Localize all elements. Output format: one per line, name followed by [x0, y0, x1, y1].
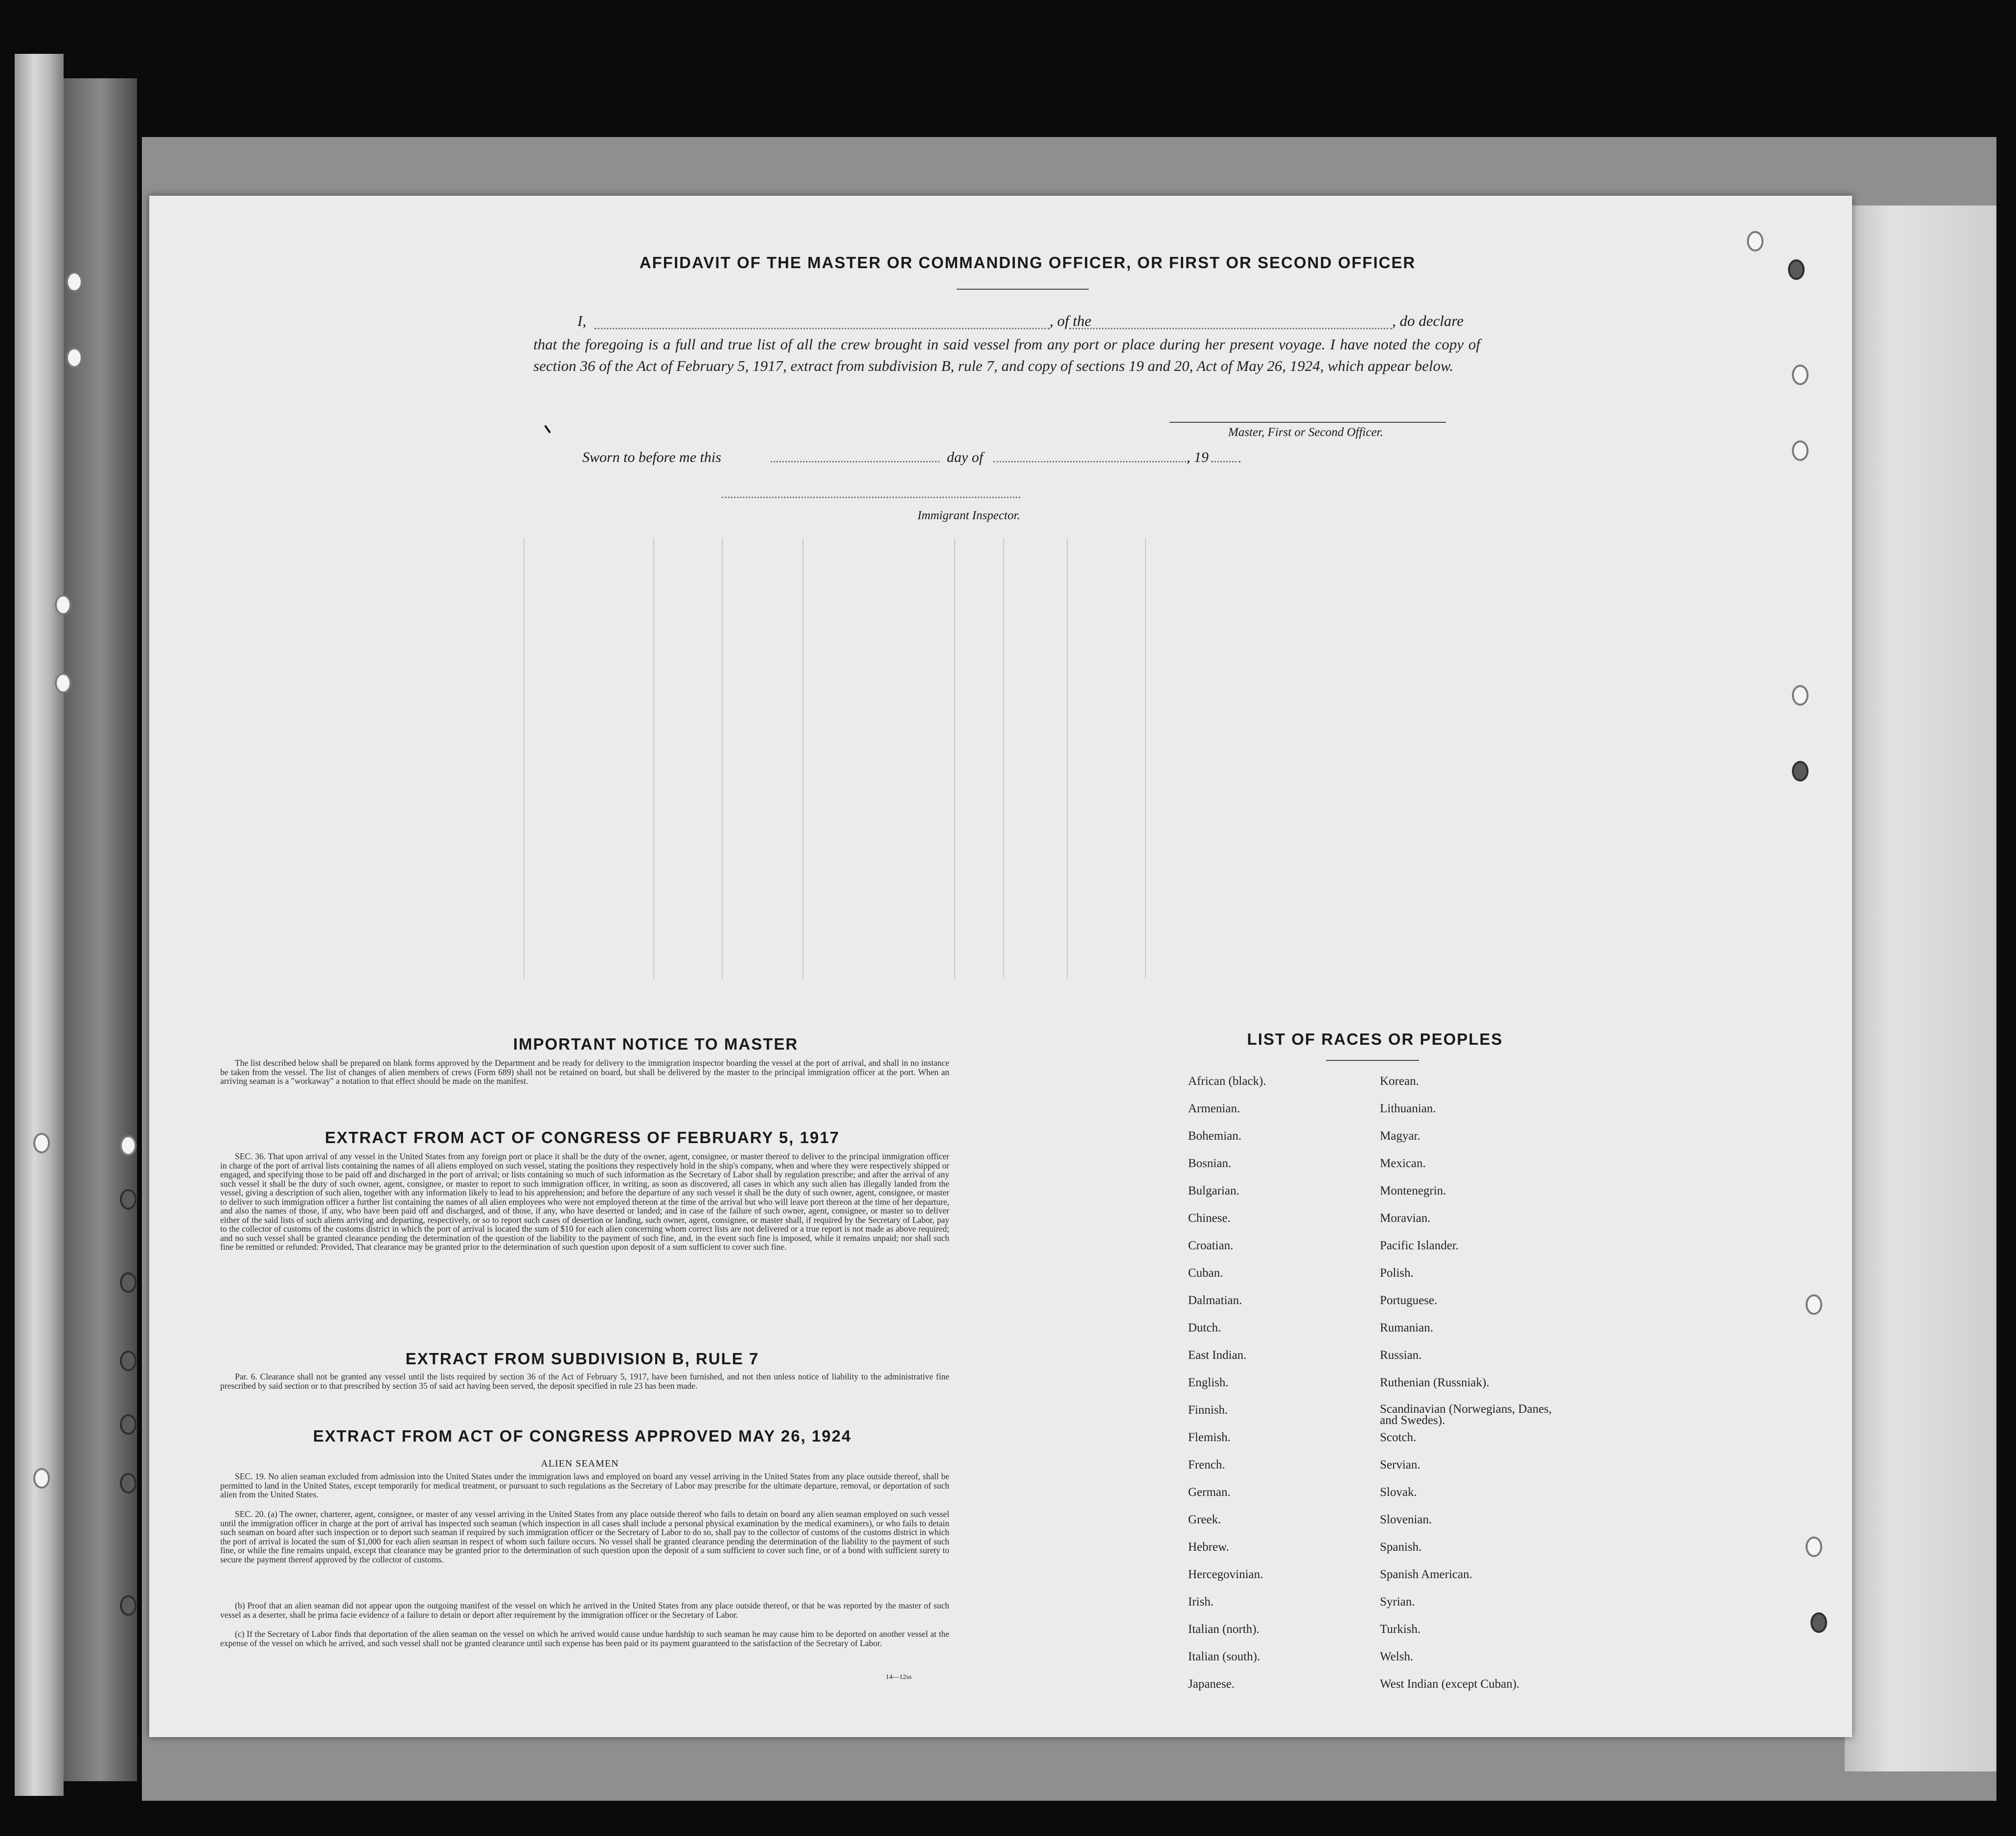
race-item: Moravian.	[1380, 1212, 1431, 1225]
race-item: Armenian.	[1188, 1102, 1240, 1115]
signature-label: Master, First or Second Officer.	[1228, 426, 1383, 439]
inspector-signature-line[interactable]	[722, 497, 1020, 498]
binder-strip	[15, 54, 64, 1796]
race-item: Syrian.	[1380, 1595, 1415, 1608]
sworn-prefix: Sworn to before me this	[582, 449, 721, 465]
extract-rule7-title: EXTRACT FROM SUBDIVISION B, RULE 7	[405, 1350, 759, 1368]
binder-hole	[55, 673, 71, 693]
extract-1924-title: EXTRACT FROM ACT OF CONGRESS APPROVED MAY 26, 1924	[313, 1427, 852, 1445]
race-item: German.	[1188, 1486, 1231, 1499]
affidavit-title: AFFIDAVIT OF THE MASTER OR COMMANDING OFFICER, OR FIRST OR SECOND OFFICER	[639, 253, 1416, 272]
extract-1924-sec20c: (c) If the Secretary of Labor finds that deportation of the alien seaman on the vessel on which he arrived would cause undue hardship to such seaman he may cause him to be deported on another vessel at the expense of the vessel on which he arrived, and such vessel shall not be granted clearance until such expense has been paid or its payment guaranteed to the satisfaction of the Secretary of Labor.	[220, 1629, 949, 1648]
race-item: Spanish American.	[1380, 1568, 1472, 1581]
extract-1924-sec20b: (b) Proof that an alien seaman did not appear upon the outgoing manifest of the vessel on which he arrived in the United States from any place outside thereof, or that he was reported by the master of such vessel as a deserter, shall be prima facie evidence of a failure to detain or deport after requirement by the immigration officer or the Secretary of Labor.	[220, 1601, 949, 1620]
alien-seamen-subtitle: ALIEN SEAMEN	[541, 1458, 619, 1469]
race-item: Magyar.	[1380, 1129, 1420, 1143]
extract-1924-sec20a: SEC. 20. (a) The owner, charterer, agent, consignee, or master of any vessel arriving in the United States from any place outside thereof who fails to detain on board any alien seaman employed on such vessel until the immigration officer in charge at the port of arrival has inspected such seaman (which inspection in all cases shall include a personal physical examination by the medical examiners), or who fails to detain such seaman on board after such inspection or to deport such seaman if required by such immigration officer or the Secretary of Labor to do so, shall pay to the collector of customs of the customs district in which the port of arrival is located the sum of $1,000 for each alien seaman in respect of whom such failure occurs. No vessel shall be granted clearance pending the determination of the liability to the payment of such fine, or while the fine remains unpaid, except that clearance may be granted prior to the determination of such question upon the deposit of a sum sufficient to cover such fine, or of a bond with sufficient surety to secure the payment thereof approved by the collector of customs.	[220, 1509, 949, 1564]
race-item: Rumanian.	[1380, 1321, 1434, 1334]
form-number: 14—12ss	[886, 1674, 912, 1681]
race-item: Italian (north).	[1188, 1623, 1260, 1636]
punch-hole	[120, 1189, 137, 1210]
extract-1917-text: SEC. 36. That upon arrival of any vessel in the United States from any foreign port or place it shall be the duty of the owner, agent, consignee, or master thereof to deliver to the principal immigration officer in charge of the port of arrival lists containing the names of all aliens employed on such vessel, stating the positions they respectively hold in the ship's company, when and where they were respectively shipped or engaged, and specifying those to be paid off and discharged in the port of arrival; or lists containing so much of such information as the Secretary of Labor shall by regulation prescribe; and after the arrival of any such vessel it shall be the duty of such owner, agent, consignee, or master to report to such immigration officer, in writing, as soon as discovered, all cases in which any such alien has illegally landed from the vessel, giving a description of such alien, together with any information likely to lead to his apprehension; and before the departure of any such vessel it shall be the duty of such owner, agent, consignee, or master to deliver to such immigration officer a further list containing the names of all alien employees who were not employed thereon at the time of the arrival but who will leave port thereon at the time of her departure, and also the names of those, if any, who have been paid off and discharged, and of those, if any, who have deserted or landed; and in case of the failure of such owner, agent, consignee, or master so to deliver either of the said lists of such aliens arriving and departing, respectively, or so to report such cases of desertion or landing, such owner, agent, consignee, or master shall, if required by the Secretary of Labor, pay to the collector of customs of the customs district in which the port of arrival is located the sum of $10 for each alien concerning whom correct lists are not delivered or a true report is not made as above required; and no such vessel shall be granted clearance pending the determination of the question of the liability to the payment of such fine, and, in the event such fine is imposed, while it remains unpaid; nor shall such fine be remitted or refunded: Provided, That clearance may be granted prior to the determination of such question upon deposit of a sum sufficient to cover such fine.	[220, 1151, 949, 1252]
column-rule	[653, 538, 654, 979]
inspector-label: Immigrant Inspector.	[917, 509, 1020, 522]
column-rule	[802, 538, 803, 979]
race-item: Lithuanian.	[1380, 1102, 1436, 1115]
underlying-page-edge	[1845, 206, 1996, 1771]
punch-hole	[1792, 365, 1809, 385]
notice-title: IMPORTANT NOTICE TO MASTER	[513, 1035, 799, 1053]
punch-hole	[120, 1272, 137, 1293]
race-item: Pacific Islander.	[1380, 1239, 1459, 1252]
race-item: Welsh.	[1380, 1650, 1414, 1663]
binder-hole	[33, 1133, 50, 1153]
column-rule	[954, 538, 955, 979]
race-item: Cuban.	[1188, 1266, 1223, 1280]
race-item: Dalmatian.	[1188, 1294, 1242, 1307]
race-item: French.	[1188, 1458, 1225, 1471]
race-item: Servian.	[1380, 1458, 1420, 1471]
binder-hole	[66, 347, 83, 368]
race-item: Mexican.	[1380, 1157, 1426, 1170]
punch-hole	[120, 1473, 137, 1493]
day-of-label: day of	[947, 449, 984, 465]
race-item: English.	[1188, 1376, 1229, 1389]
column-rule	[1145, 538, 1146, 979]
punch-hole	[120, 1351, 137, 1371]
race-item: Ruthenian (Russniak).	[1380, 1376, 1489, 1389]
race-item: Greek.	[1188, 1513, 1221, 1526]
extract-1924-sec19: SEC. 19. No alien seaman excluded from admission into the United States under the immigration laws and employed on board any vessel arriving in the United States from any place outside thereof, shall be permitted to land in the United States, except temporarily for medical treatment, or pursuant to such regulations as the Secretary of Labor may prescribe for the ultimate departure, removal, or deportation of such alien from the United States.	[220, 1471, 949, 1499]
punch-hole	[1792, 685, 1809, 706]
punch-hole	[1788, 259, 1805, 280]
race-item: Korean.	[1380, 1075, 1419, 1088]
punch-hole	[1810, 1612, 1827, 1633]
year-prefix: , 19	[1187, 449, 1209, 465]
race-item: Scandinavian (Norwegians, Danes, and Swedes).	[1380, 1402, 1552, 1427]
name-blank[interactable]	[595, 328, 1050, 329]
race-item: West Indian (except Cuban).	[1380, 1677, 1520, 1691]
race-item: Russian.	[1380, 1349, 1422, 1362]
column-rule	[1067, 538, 1068, 979]
races-title: LIST OF RACES OR PEOPLES	[1247, 1030, 1503, 1048]
punch-hole	[1792, 761, 1809, 781]
binder-hole	[55, 595, 71, 615]
race-item: Hercegovinian.	[1188, 1568, 1263, 1581]
column-rule	[524, 538, 525, 979]
race-item: Polish.	[1380, 1266, 1414, 1280]
punch-hole	[1806, 1294, 1822, 1315]
race-item: Portuguese.	[1380, 1294, 1438, 1307]
affidavit-declaration-line	[533, 312, 1480, 334]
manifest-page	[149, 196, 1852, 1737]
day-blank[interactable]	[771, 461, 939, 462]
of-the-label: , of the	[1050, 312, 1092, 329]
race-item: Bosnian.	[1188, 1157, 1232, 1170]
race-item: Slovenian.	[1380, 1513, 1432, 1526]
race-item: Slovak.	[1380, 1486, 1417, 1499]
binder-hole	[33, 1468, 50, 1489]
year-blank[interactable]	[1211, 461, 1240, 462]
punch-hole	[1806, 1537, 1822, 1557]
race-item: Irish.	[1188, 1595, 1214, 1608]
punch-hole	[120, 1595, 137, 1616]
i-label: I,	[577, 312, 587, 329]
vessel-blank[interactable]	[1069, 328, 1392, 329]
declare-label: , do declare	[1392, 312, 1464, 329]
column-rule	[722, 538, 723, 979]
column-rule	[1003, 538, 1004, 979]
race-item: African (black).	[1188, 1075, 1266, 1088]
month-blank[interactable]	[993, 461, 1189, 462]
race-item: Japanese.	[1188, 1677, 1235, 1691]
binder-hole	[66, 272, 83, 292]
race-item: Spanish.	[1380, 1540, 1422, 1554]
race-item: Bohemian.	[1188, 1129, 1242, 1143]
affidavit-body: that the foregoing is a full and true list of all the crew brought in said vessel from any port or place during her present voyage. I have noted the copy of section 36 of the Act of February 5, 1917, extract from subdivision B, rule 7, and copy of sections 19 and 20, Act of May 26, 1924, which appear below.	[533, 336, 1480, 374]
notice-text: The list described below shall be prepared on blank forms approved by the Department and be ready for delivery to the immigration inspector boarding the vessel at the port of arrival, and shall in no instance be taken from the vessel. The list of changes of alien members of crews (Form 689) shall not be retained on board, but shall be delivered by the master to the principal immigration officer at the port. When an arriving seaman is a "workaway" a notation to that effect should be made on the manifest.	[220, 1058, 949, 1086]
extract-rule7-text: Par. 6. Clearance shall not be granted any vessel until the lists required by section 36 of the Act of February 5, 1917, have been furnished, and not then unless notice of liability to the administrative fine prescribed by said section or to that prescribed by section 35 of said act having been served, the deposit specified in rule 23 has been made.	[220, 1372, 949, 1391]
race-item: Bulgarian.	[1188, 1184, 1239, 1197]
extract-1917-title: EXTRACT FROM ACT OF CONGRESS OF FEBRUARY 5, 1917	[325, 1128, 840, 1147]
race-item: Dutch.	[1188, 1321, 1221, 1334]
punch-hole	[1747, 231, 1764, 252]
races-underline	[1326, 1060, 1419, 1061]
race-item: Flemish.	[1188, 1431, 1231, 1444]
race-item: Italian (south).	[1188, 1650, 1260, 1663]
race-item: Turkish.	[1380, 1623, 1421, 1636]
race-item: Scotch.	[1380, 1431, 1417, 1444]
signature-line[interactable]	[1169, 422, 1446, 423]
binder-edge	[64, 78, 137, 1781]
race-item: Croatian.	[1188, 1239, 1234, 1252]
race-item: Hebrew.	[1188, 1540, 1229, 1554]
punch-hole	[120, 1135, 137, 1156]
race-item: Finnish.	[1188, 1403, 1228, 1417]
race-item: East Indian.	[1188, 1349, 1247, 1362]
race-item: Chinese.	[1188, 1212, 1231, 1225]
race-item: Montenegrin.	[1380, 1184, 1446, 1197]
punch-hole	[1792, 440, 1809, 461]
punch-hole	[120, 1414, 137, 1435]
title-underline	[957, 289, 1089, 290]
